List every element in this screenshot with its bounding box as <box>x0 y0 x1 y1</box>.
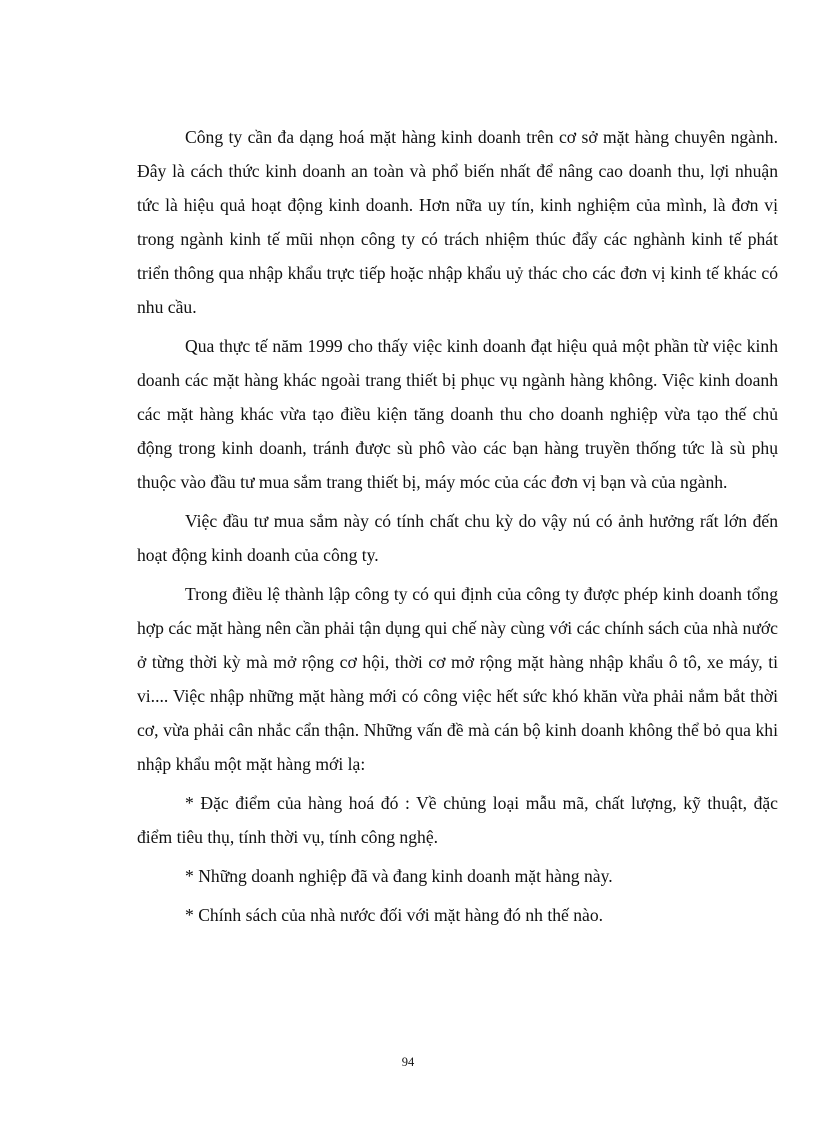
page-number: 94 <box>401 1055 415 1069</box>
paragraph-investment-cycle: Việc đầu tư mua sắm này có tính chất chu kỳ do vậy nú có ảnh hưởng rất lớn đến hoạt động kinh doanh của công ty. <box>137 511 778 565</box>
paragraph-company-charter: Trong điều lệ thành lập công ty có qui định của công ty được phép kinh doanh tổng hợp các mặt hàng nên cần phải tận dụng qui chế này cùng với các chính sách của nhà nước ở từng thời kỳ mà mở rộng cơ hội, thời cơ mở rộng mặt hàng nhập khẩu ô tô, xe máy, ti vi.... Việc nhập những mặt hàng mới có công việc hết sức khó khăn vừa phải nắm bắt thời cơ, vừa phải cân nhắc cẩn thận. Những vấn đề mà cán bộ kinh doanh không thể bỏ qua khi nhập khẩu một mặt hàng mới lạ: <box>137 584 778 774</box>
bullet-item-state-policy: * Chính sách của nhà nước đối với mặt hàng đó nh thế nào. <box>185 905 604 925</box>
bullet-item-competitors: * Những doanh nghiệp đã và đang kinh doanh mặt hàng này. <box>185 866 613 886</box>
paragraph-1999-results: Qua thực tế năm 1999 cho thấy việc kinh doanh đạt hiệu quả một phần từ việc kinh doanh các mặt hàng khác ngoài trang thiết bị phục vụ ngành hàng không. Việc kinh doanh các mặt hàng khác vừa tạo điều kiện tăng doanh thu cho doanh nghiệp vừa tạo thế chủ động trong kinh doanh, tránh được sù phô vào các bạn hàng truyền thống tức là sù phụ thuộc vào đầu tư mua sắm trang thiết bị, máy móc của các đơn vị bạn và của ngành. <box>137 336 778 492</box>
paragraph-diversification: Công ty cần đa dạng hoá mặt hàng kinh doanh trên cơ sở mặt hàng chuyên ngành. Đây là cách thức kinh doanh an toàn và phổ biến nhất để nâng cao doanh thu, lợi nhuận tức là hiệu quả hoạt động kinh doanh. Hơn nữa uy tín, kinh nghiệm của mình, là đơn vị trong ngành kinh tế mũi nhọn công ty có trách nhiệm thúc đẩy các nghành kinh tế phát triển thông qua nhập khẩu trực tiếp hoặc nhập khẩu uỷ thác cho các đơn vị kinh tế khác có nhu cầu. <box>137 127 778 317</box>
bullet-item-product-characteristics: * Đặc điểm của hàng hoá đó : Về chủng loại mẫu mã, chất lượng, kỹ thuật, đặc điểm tiêu thụ, tính thời vụ, tính công nghệ. <box>137 793 778 847</box>
document-body <box>137 120 778 937</box>
